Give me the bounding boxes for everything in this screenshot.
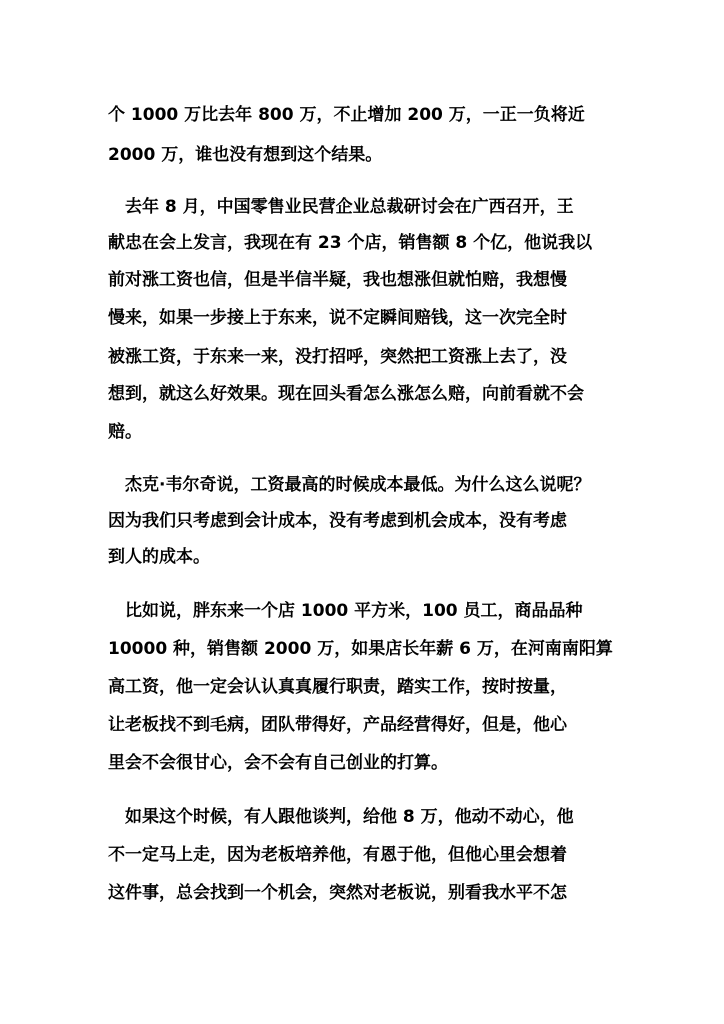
text-line: 10000 种，销售额 2000 万，如果店长年薪 6 万，在河南南阳算 xyxy=(108,639,613,659)
text-line: 到人的成本。 xyxy=(108,547,210,567)
text-line: 里会不会很甘心，会不会有自己创业的打算。 xyxy=(108,753,448,773)
text-line: 不一定马上走，因为老板培养他，有恩于他，但他心里会想着 xyxy=(108,845,567,865)
text-line: 想到，就这么好效果。现在回头看怎么涨怎么赔，向前看就不会 xyxy=(108,384,584,404)
text-line: 被涨工资，于东来一来，没打招呼，突然把工资涨上去了，没 xyxy=(108,347,567,367)
text-line: 如果这个时候，有人跟他谈判，给他 8 万，他动不动心，他 xyxy=(125,807,574,827)
text-line: 让老板找不到毛病，团队带得好，产品经营得好，但是，他心 xyxy=(108,715,567,735)
text-line: 去年 8 月，中国零售业民营企业总裁研讨会在广西召开，王 xyxy=(125,197,574,217)
text-line: 这件事，总会找到一个机会，突然对老板说，别看我水平不怎 xyxy=(108,883,567,903)
text-line: 2000 万，谁也没有想到这个结果。 xyxy=(108,145,383,165)
text-line: 比如说，胖东来一个店 1000 平方米，100 员工，商品品种 xyxy=(125,601,583,621)
text-line: 杰克·韦尔奇说，工资最高的时候成本最低。为什么这么说呢？ xyxy=(125,475,591,495)
text-line: 慢来，如果一步接上于东来，说不定瞬间赔钱，这一次完全时 xyxy=(108,308,567,328)
text-line: 个 1000 万比去年 800 万，不止增加 200 万，一正一负将近 xyxy=(108,105,585,125)
text-line: 献忠在会上发言，我现在有 23 个店，销售额 8 个亿，他说我以 xyxy=(108,233,593,253)
text-line: 赔。 xyxy=(108,422,142,442)
text-line: 高工资，他一定会认认真真履行职责，踏实工作，按时按量， xyxy=(108,677,567,697)
text-line: 因为我们只考虑到会计成本，没有考虑到机会成本，没有考虑 xyxy=(108,511,567,531)
text-line: 前对涨工资也信，但是半信半疑，我也想涨但就怕赔，我想慢 xyxy=(108,270,567,290)
